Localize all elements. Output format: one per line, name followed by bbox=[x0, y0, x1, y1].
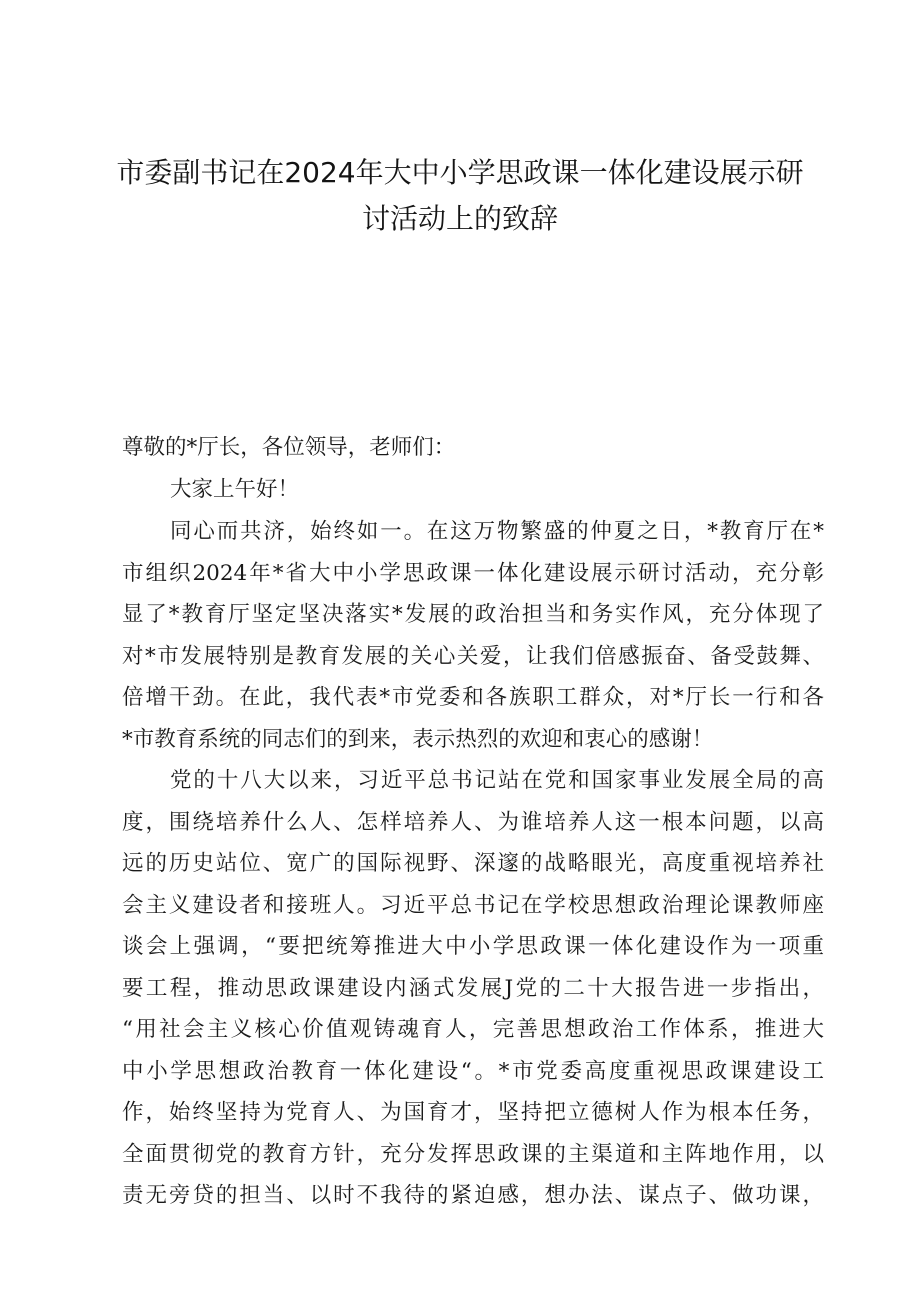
title-line: 市委副书记在2024年大中小学思政课一体化建设展示研 bbox=[116, 156, 804, 189]
paragraph-line: 中小学思想政治教育一体化建设“。*市党委高度重视思政课建设工 bbox=[122, 1058, 824, 1084]
paragraph-line: 同心而共济，始终如一。在这万物繁盛的仲夏之日，*教育厅在* bbox=[170, 519, 824, 544]
paragraph-line: 要工程，推动思政课建设内涵式发展J党的二十大报告进一步指出， bbox=[122, 975, 824, 1001]
paragraph-line: 度，围绕培养什么人、怎样培养人、为谁培养人这一根本问题，以高 bbox=[122, 809, 824, 835]
paragraph-line: 倍增干劲。在此，我代表*市党委和各族职工群众，对*厅长一行和各 bbox=[122, 685, 824, 710]
paragraph-line: *市教育系统的同志们的到来，表示热烈的欢迎和衷心的感谢！ bbox=[122, 726, 714, 752]
document-title bbox=[100, 150, 820, 242]
salutation-block bbox=[122, 427, 824, 510]
paragraph-line: 作，始终坚持为党育人、为国育才，坚持把立德树人作为根本任务， bbox=[122, 1100, 824, 1125]
paragraph-line: 对*市发展特别是教育发展的关心关爱，让我们倍感振奋、备受鼓舞、 bbox=[122, 643, 824, 669]
greeting: 大家上午好！ bbox=[170, 476, 300, 502]
paragraph-line: 谈会上强调，“要把统筹推进大中小学思政课一体化建设作为一项重 bbox=[122, 934, 824, 959]
paragraph-line: 市组织2024年*省大中小学思政课一体化建设展示研讨活动，充分彰 bbox=[122, 560, 824, 586]
paragraph-line: 党的十八大以来，习近平总书记站在党和国家事业发展全局的高 bbox=[170, 768, 824, 793]
paragraph-line: “用社会主义核心价值观铸魂育人，完善思想政治工作体系，推进大 bbox=[122, 1017, 824, 1042]
paragraph-line: 会主义建设者和接班人。习近平总书记在学校思想政治理论课教师座 bbox=[122, 892, 824, 918]
paragraph-line: 全面贯彻党的教育方针，充分发挥思政课的主渠道和主阵地作用，以 bbox=[122, 1141, 824, 1167]
paragraph-line: 显了*教育厅坚定坚决落实*发展的政治担当和务实作风，充分体现了 bbox=[122, 602, 824, 627]
paragraph-line: 责无旁贷的担当、以时不我待的紧迫感，想办法、谋点子、做功课， bbox=[122, 1183, 824, 1208]
salutation: 尊敬的*厅长，各位领导，老师们： bbox=[122, 435, 456, 460]
paragraph-2 bbox=[122, 760, 824, 1217]
paragraph-1 bbox=[122, 511, 824, 760]
title-line: 讨活动上的致辞 bbox=[361, 202, 558, 235]
paragraph-line: 远的历史站位、宽广的国际视野、深邃的战略眼光，高度重视培养社 bbox=[122, 851, 824, 876]
